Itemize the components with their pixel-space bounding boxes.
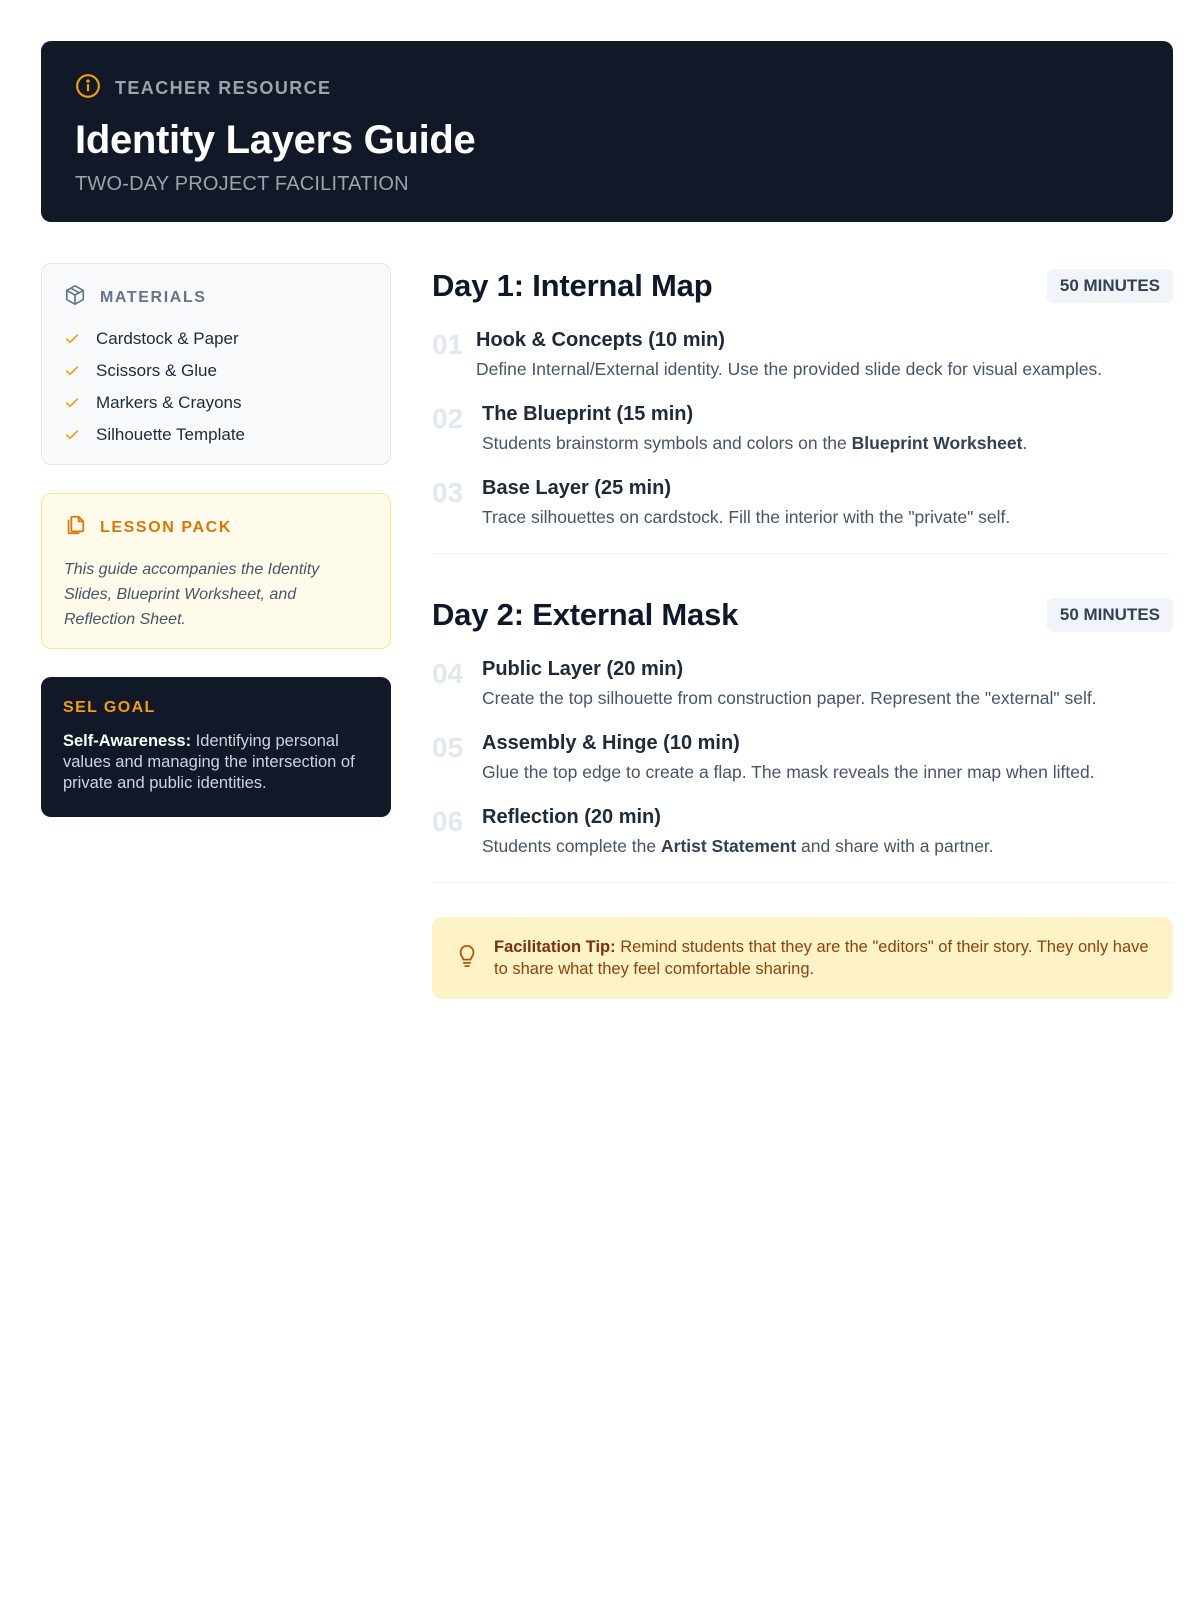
tip-text (494, 936, 1149, 980)
step-desc-text: Define Internal/External identity. Use the provided slide deck for visual examples. (476, 359, 1103, 379)
day-title: Day 1: Internal Map (432, 268, 713, 303)
check-icon (64, 363, 80, 379)
day-title: Day 2: External Mask (432, 597, 739, 632)
step-description (482, 503, 1010, 531)
list-item (64, 419, 368, 451)
step-title: Base Layer (25 min) (482, 477, 671, 499)
step-title: Reflection (20 min) (482, 806, 661, 828)
header-eyebrow (75, 73, 1139, 104)
sel-goal-text (63, 731, 369, 794)
page-title: Identity Layers Guide (75, 118, 476, 162)
step-item (432, 327, 1173, 383)
step-item (432, 656, 1173, 712)
step-number: 05 (432, 732, 464, 763)
step-desc-bold: Artist Statement (661, 836, 797, 856)
sidebar (41, 263, 391, 845)
step-desc-text: Create the top silhouette from construction paper. Represent the "external" self. (482, 688, 1097, 708)
lesson-pack-card (41, 493, 391, 649)
day-header (432, 592, 1173, 638)
step-body (482, 401, 1027, 457)
package-icon (64, 284, 86, 311)
lesson-pack-label: LESSON PACK (100, 518, 232, 536)
check-icon (64, 395, 80, 411)
materials-header (64, 284, 368, 311)
step-description (482, 758, 1095, 786)
facilitation-tip (432, 917, 1173, 999)
material-item-label: Cardstock & Paper (96, 329, 239, 348)
day-header (432, 263, 1173, 309)
step-number: 06 (432, 806, 464, 837)
sel-goal-label: SEL GOAL (63, 699, 156, 716)
header-eyebrow-text: TEACHER RESOURCE (115, 78, 332, 98)
duration-badge: 50 MINUTES (1047, 598, 1173, 632)
step-desc-text: and share with a partner. (796, 836, 994, 856)
duration-badge: 50 MINUTES (1047, 269, 1173, 303)
list-item (64, 323, 368, 355)
list-item (64, 387, 368, 419)
step-desc-bold: Blueprint Worksheet (851, 433, 1023, 453)
lesson-pack-header (64, 514, 368, 541)
step-body (476, 327, 1102, 383)
divider (432, 553, 1173, 554)
sel-goal-body: Identifying personal values and managing the intersection of private and public identities. (63, 732, 355, 792)
material-item-label: Scissors & Glue (96, 361, 217, 380)
check-icon (64, 331, 80, 347)
day-section (432, 263, 1173, 554)
tip-body: Remind students that they are the "editors" of their story. They only have to share what they feel comfortable sharing. (494, 938, 1149, 978)
step-body (482, 804, 994, 860)
step-description (482, 684, 1097, 712)
material-item-label: Markers & Crayons (96, 393, 242, 412)
info-icon (75, 73, 101, 104)
materials-list (64, 323, 368, 451)
page-subtitle: TWO-DAY PROJECT FACILITATION (75, 173, 409, 195)
step-description (476, 355, 1102, 383)
header-banner (41, 41, 1173, 222)
copy-icon (64, 514, 86, 541)
step-number: 03 (432, 477, 464, 508)
tip-strong: Facilitation Tip: (494, 938, 616, 956)
step-body (482, 656, 1097, 712)
check-icon (64, 427, 80, 443)
step-item (432, 730, 1173, 786)
step-title: Hook & Concepts (10 min) (476, 329, 725, 351)
step-desc-text: Glue the top edge to create a flap. The mask reveals the inner map when lifted. (482, 762, 1095, 782)
lesson-pack-text: This guide accompanies the Identity Slides, Blueprint Worksheet, and Reflection Sheet. (64, 561, 320, 628)
step-desc-text: Trace silhouettes on cardstock. Fill the interior with the "private" self. (482, 507, 1011, 527)
day-section (432, 592, 1173, 883)
main-content (432, 263, 1173, 999)
step-description (482, 832, 994, 860)
step-desc-text: Students brainstorm symbols and colors on the (482, 433, 852, 453)
step-number: 04 (432, 658, 464, 689)
step-desc-text: Students complete the (482, 836, 661, 856)
material-item-label: Silhouette Template (96, 425, 246, 444)
step-number: 01 (432, 329, 464, 360)
sel-goal-strong: Self-Awareness: (63, 732, 192, 750)
list-item (64, 355, 368, 387)
lightbulb-icon (456, 943, 478, 974)
step-desc-text: . (1022, 433, 1028, 453)
sel-goal-card (41, 677, 391, 817)
step-item (432, 401, 1173, 457)
divider (432, 882, 1173, 883)
step-body (482, 475, 1010, 531)
materials-label: MATERIALS (100, 288, 207, 306)
step-body (482, 730, 1095, 786)
materials-card (41, 263, 391, 465)
step-title: Assembly & Hinge (10 min) (482, 732, 740, 754)
step-description (482, 429, 1027, 457)
step-item (432, 804, 1173, 860)
step-title: The Blueprint (15 min) (482, 403, 694, 425)
step-item (432, 475, 1173, 531)
step-number: 02 (432, 403, 464, 434)
step-title: Public Layer (20 min) (482, 658, 684, 680)
